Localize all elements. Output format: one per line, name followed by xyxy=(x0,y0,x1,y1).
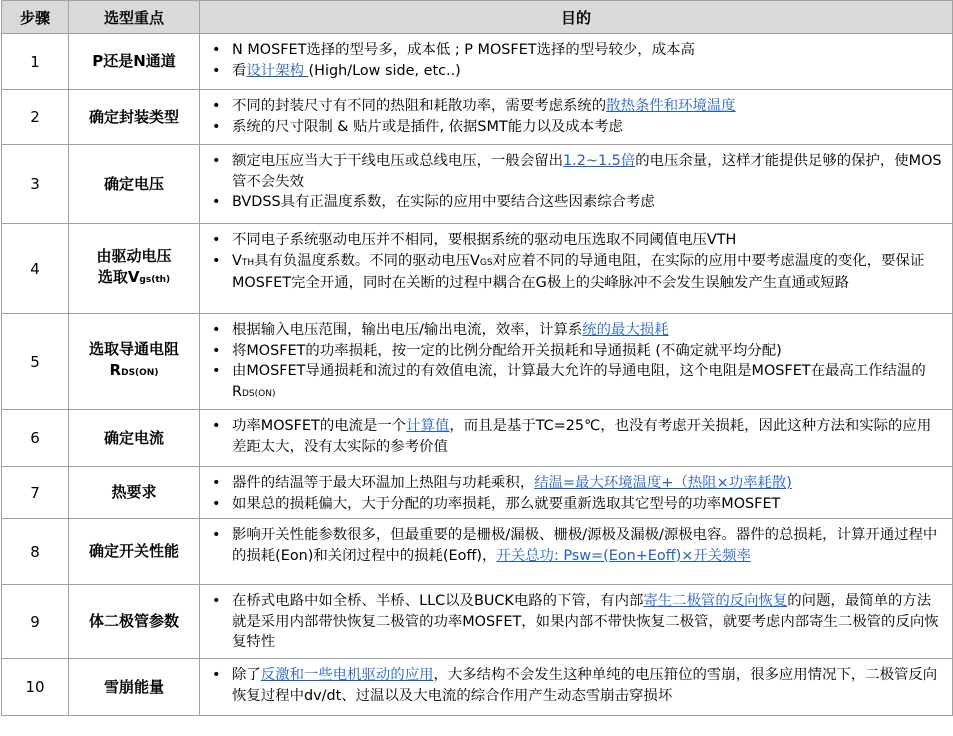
purpose-text: N MOSFET选择的型号多，成本低 ; P MOSFET选择的型号较少，成本高 xyxy=(232,42,695,58)
table-row xyxy=(2,90,953,145)
purpose-list xyxy=(208,151,944,213)
key-point-line xyxy=(69,360,199,384)
purpose-list xyxy=(208,416,944,457)
reference-link[interactable]: 设计架构 xyxy=(246,62,309,79)
key-point-line xyxy=(69,482,199,503)
step-number: 4 xyxy=(2,224,69,314)
purpose-item xyxy=(208,230,944,251)
selection-key-point xyxy=(69,519,200,585)
table-row xyxy=(2,410,953,467)
key-point-text: 选取导通电阻 xyxy=(88,340,179,358)
purpose-cell xyxy=(200,224,953,314)
purpose-text: 不同的封装尺寸有不同的热阻和耗散功率，需要考虑系统的 xyxy=(232,98,607,114)
key-point-text: 确定封装类型 xyxy=(88,107,179,126)
subscript-text: GS xyxy=(479,257,493,268)
header-purpose: 目的 xyxy=(200,1,953,34)
table-row xyxy=(2,519,953,585)
mosfet-selection-table xyxy=(1,0,953,716)
key-point-text: 由驱动电压 xyxy=(96,247,172,265)
selection-key-point xyxy=(69,467,200,519)
purpose-cell xyxy=(200,314,953,410)
selection-key-point xyxy=(69,659,200,716)
selection-key-point xyxy=(69,34,200,90)
table-body xyxy=(2,34,953,716)
header-key-point: 选型重点 xyxy=(69,1,200,34)
purpose-text: ，大多结构不会发生这种单纯的电压箝位的雪崩，很多应用情况下，二极管反向恢复过程中dv/dt、过温以及大电流的综合作用产生动态雪崩击穿损坏 xyxy=(232,667,938,704)
table-row xyxy=(2,659,953,716)
key-point-subscript: DS(ON) xyxy=(121,368,159,378)
table-row xyxy=(2,467,953,519)
header-step: 步骤 xyxy=(2,1,69,34)
purpose-cell xyxy=(200,585,953,659)
purpose-text: ，而且是基于TC=25℃，也没有考虑开关损耗，因此这种方法和实际的应用差距太大，没有太实际的参考价值 xyxy=(232,418,932,455)
key-point-line xyxy=(69,51,199,72)
purpose-list xyxy=(208,230,944,294)
purpose-item xyxy=(208,61,944,82)
purpose-item xyxy=(208,591,944,653)
purpose-text: 在桥式电路中如全桥、半桥、LLC以及BUCK电路的下管，有内部 xyxy=(232,593,644,610)
purpose-text: 由MOSFET导通损耗和流过的有效值电流，计算最大允许的导通电阻，这个电阻是MOSFET在最高工作结温的R xyxy=(232,363,926,400)
key-point-line xyxy=(69,246,199,267)
purpose-item xyxy=(208,416,944,457)
key-point-text: 雪崩能量 xyxy=(103,677,164,696)
key-point-line xyxy=(69,428,199,449)
key-point-line xyxy=(69,174,199,195)
key-point-text: 体二极管参数 xyxy=(88,612,179,631)
selection-key-point xyxy=(69,224,200,314)
purpose-list xyxy=(208,40,944,81)
purpose-text: (High/Low side, etc..) xyxy=(308,62,461,79)
key-point-text: 热要求 xyxy=(111,483,157,502)
purpose-item xyxy=(208,361,944,404)
reference-link[interactable]: 开关总功: Psw=(Eon+Eoff)×开关频率 xyxy=(496,547,751,564)
purpose-text: 对应着不同的导通电阻，在实际的应用中要考虑温度的变化，要保证MOSFET完全开通，同时在关断的过程中耦合在G极上的尖峰脉冲不会发生误触发产生直通或短路 xyxy=(232,252,925,292)
purpose-cell xyxy=(200,410,953,467)
purpose-item xyxy=(208,192,944,213)
purpose-cell xyxy=(200,659,953,716)
purpose-text: 看 xyxy=(232,62,247,79)
purpose-item xyxy=(208,473,944,494)
table-row xyxy=(2,145,953,224)
subscript-text: DS(ON) xyxy=(242,388,276,399)
purpose-item xyxy=(208,151,944,192)
key-point-line xyxy=(69,107,199,128)
purpose-item xyxy=(208,525,944,566)
purpose-item xyxy=(208,320,944,341)
purpose-item xyxy=(208,494,944,515)
purpose-cell xyxy=(200,90,953,145)
purpose-text: 的电压余量，这样才能提供足够的保护，使MOS管不会失效 xyxy=(232,153,942,190)
table-row xyxy=(2,224,953,314)
purpose-list xyxy=(208,665,944,706)
purpose-item xyxy=(208,251,944,294)
reference-link[interactable]: 计算值 xyxy=(406,418,450,434)
key-point-text: 确定电流 xyxy=(103,428,164,447)
step-number: 8 xyxy=(2,519,69,585)
key-point-text: 确定电压 xyxy=(103,174,164,193)
purpose-cell xyxy=(200,145,953,224)
key-point-line xyxy=(69,267,199,291)
key-point-text: R xyxy=(109,361,122,379)
step-number: 5 xyxy=(2,314,69,410)
step-number: 10 xyxy=(2,659,69,716)
purpose-text: 除了 xyxy=(232,667,261,684)
reference-link[interactable]: 统的最大损耗 xyxy=(582,322,669,338)
purpose-text: 具有负温度系数。不同的驱动电压V xyxy=(254,252,480,269)
purpose-text: BVDSS具有正温度系数，在实际的应用中要结合这些因素综合考虑 xyxy=(232,194,655,211)
key-point-text: 选取V xyxy=(97,268,140,286)
purpose-text: 的问题，最简单的方法就是采用内部带快恢复二极管的功率MOSFET，如果内部不带快恢复二极管，就要考虑内部寄生二极管的反向恢复特性 xyxy=(232,593,939,651)
purpose-text: 根据输入电压范围，输出电压/输出电流，效率，计算系 xyxy=(232,322,583,338)
purpose-item xyxy=(208,341,944,362)
subscript-text: TH xyxy=(241,257,255,268)
key-point-subscript: gs(th) xyxy=(139,275,171,285)
reference-link[interactable]: 结温=最大环境温度+（热阻×功率耗散) xyxy=(534,475,792,491)
purpose-list xyxy=(208,96,944,137)
purpose-text: 将MOSFET的功率损耗，按一定的比例分配给开关损耗和导通损耗 (不确定就平均分配) xyxy=(232,342,782,359)
purpose-text: 如果总的损耗偏大，大于分配的功率损耗，那么就要重新选取其它型号的功率MOSFET xyxy=(232,495,781,512)
purpose-text: V xyxy=(232,252,242,269)
selection-key-point xyxy=(69,410,200,467)
purpose-text: 系统的尺寸限制 & 贴片或是插件, 依据SMT能力以及成本考虑 xyxy=(232,118,623,135)
reference-link[interactable]: 反激和一些电机驱动的应用 xyxy=(260,667,434,684)
table-row xyxy=(2,314,953,410)
selection-key-point xyxy=(69,90,200,145)
purpose-list xyxy=(208,525,944,566)
key-point-line xyxy=(69,611,199,632)
selection-key-point xyxy=(69,145,200,224)
table-row xyxy=(2,585,953,659)
key-point-text: P还是N通道 xyxy=(92,52,176,70)
purpose-list xyxy=(208,473,944,514)
purpose-item xyxy=(208,117,944,138)
step-number: 2 xyxy=(2,90,69,145)
reference-link[interactable]: 寄生二极管的反向恢复 xyxy=(643,593,788,610)
purpose-text: 功率MOSFET的电流是一个 xyxy=(232,418,407,434)
purpose-cell xyxy=(200,519,953,585)
key-point-line xyxy=(69,339,199,360)
selection-key-point xyxy=(69,314,200,410)
purpose-text: 额定电压应当大于干线电压或总线电压，一般会留出 xyxy=(232,153,563,169)
key-point-line xyxy=(69,677,199,698)
purpose-text: 器件的结温等于最大环温加上热阻与功耗乘积， xyxy=(232,475,535,491)
purpose-cell xyxy=(200,34,953,90)
header-row xyxy=(2,1,953,34)
reference-link[interactable]: 散热条件和环境温度 xyxy=(606,98,736,114)
step-number: 6 xyxy=(2,410,69,467)
purpose-cell xyxy=(200,467,953,519)
table-row xyxy=(2,34,953,90)
step-number: 1 xyxy=(2,34,69,90)
purpose-item xyxy=(208,40,944,61)
step-number: 7 xyxy=(2,467,69,519)
key-point-text: 确定开关性能 xyxy=(88,542,179,561)
reference-link[interactable]: 1.2~1.5倍 xyxy=(563,153,636,169)
step-number: 9 xyxy=(2,585,69,659)
purpose-text: 不同电子系统驱动电压并不相同，要根据系统的驱动电压选取不同阈值电压VTH xyxy=(232,232,737,248)
purpose-text: 影响开关性能参数很多，但最重要的是栅极/漏极、栅极/源极及漏极/源极电容。器件的总损耗，计算开通过程中的损耗(Eon)和关闭过程中的损耗(Eoff)， xyxy=(232,527,938,564)
key-point-line xyxy=(69,541,199,562)
step-number: 3 xyxy=(2,145,69,224)
purpose-item xyxy=(208,96,944,117)
purpose-list xyxy=(208,591,944,653)
purpose-list xyxy=(208,320,944,404)
purpose-item xyxy=(208,665,944,706)
selection-key-point xyxy=(69,585,200,659)
